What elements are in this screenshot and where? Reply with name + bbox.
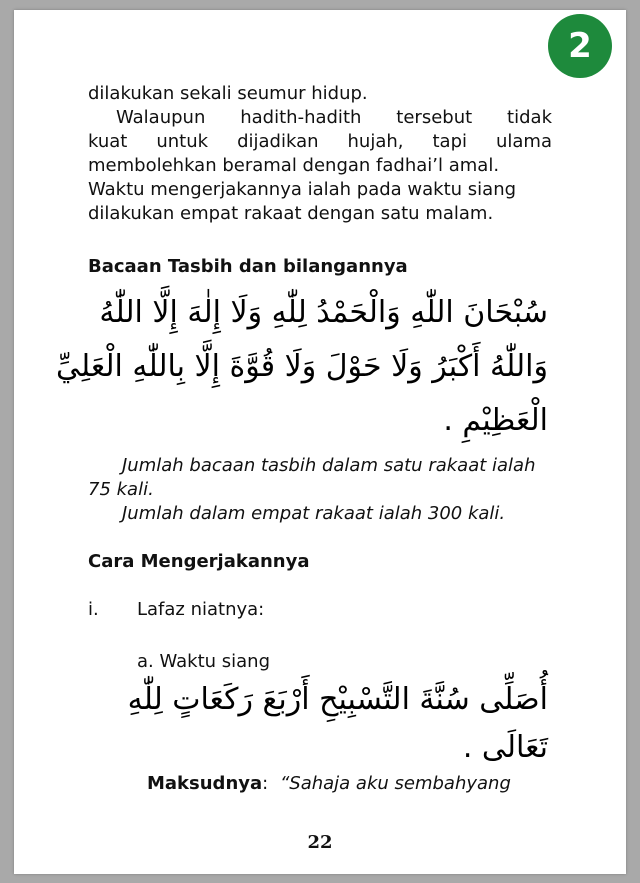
meaning-text: “Sahaja aku sembahyang: [279, 773, 511, 794]
intro-line-5: Waktu mengerjakannya ialah pada waktu siang: [88, 179, 517, 200]
tasbih-arabic-line-1: سُبْحَانَ اللّٰهِ وَالْحَمْدُ لِلّٰهِ وَلَا إِلٰهَ إِلَّا اللّٰهُ: [99, 295, 548, 330]
tasbih-count-line-3: Jumlah dalam empat rakaat ialah 300 kali.: [122, 503, 506, 524]
document-page: [14, 10, 626, 874]
tasbih-count-line-2: 75 kali.: [88, 479, 154, 500]
niat-arabic-line-2: تَعَالَى .: [462, 730, 548, 765]
meaning-label: Maksudnya: [147, 773, 263, 794]
intro-line-4: membolehkan beramal dengan fadhai’l amal.: [88, 155, 500, 176]
tasbih-count-line-1: Jumlah bacaan tasbih dalam satu rakaat ialah: [122, 455, 536, 476]
page-number: 22: [307, 832, 333, 853]
item-number: i.: [88, 599, 99, 620]
tasbih-heading: Bacaan Tasbih dan bilangannya: [88, 256, 408, 277]
niat-arabic-line-1: أُصَلِّى سُنَّةَ التَّسْبِيْحِ أَرْبَعَ رَكَعَاتٍ لِلّٰهِ: [127, 682, 548, 717]
intro-line-1: dilakukan sekali seumur hidup.: [88, 83, 368, 104]
intro-line-6: dilakukan empat rakaat dengan satu malam.: [88, 203, 494, 224]
page-badge: 2: [548, 14, 612, 78]
intro-line-2: Walaupun hadith-hadith tersebut tidak: [116, 107, 552, 128]
intro-line-3: kuat untuk dijadikan hujah, tapi ulama: [88, 131, 552, 152]
sub-label-waktu-siang: a. Waktu siang: [137, 651, 271, 672]
tasbih-arabic-line-3: الْعَظِيْمِ .: [443, 403, 548, 438]
tasbih-arabic-line-2: وَاللّٰهُ أَكْبَرُ وَلَا حَوْلَ وَلَا قُوَّةَ إِلَّا بِاللّٰهِ الْعَلِيِّ: [55, 349, 548, 384]
meaning-colon: :: [262, 773, 269, 794]
meaning-line: [147, 772, 511, 796]
item-label: Lafaz niatnya:: [137, 599, 265, 620]
cara-heading: Cara Mengerjakannya: [88, 551, 310, 572]
